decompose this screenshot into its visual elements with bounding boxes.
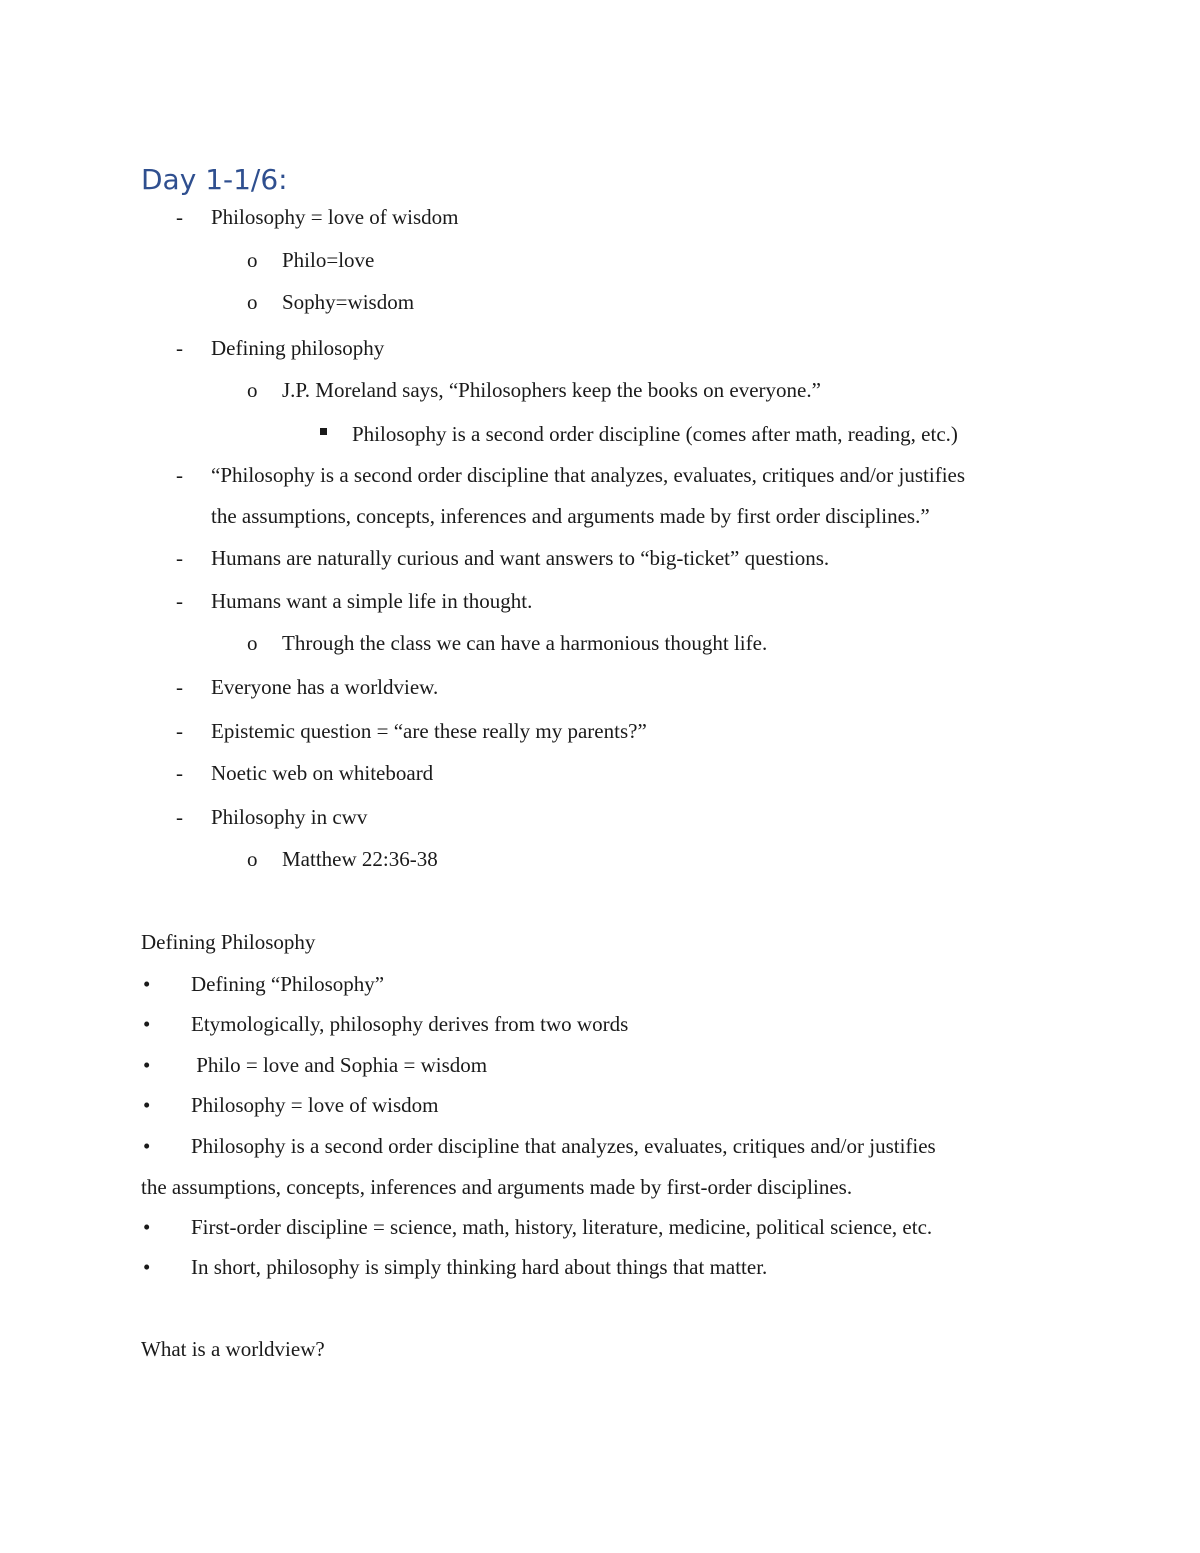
dash-marker: - bbox=[176, 675, 183, 699]
outline-item: Philosophy = love of wisdom bbox=[211, 205, 459, 229]
bullet-item: Philo = love and Sophia = wisdom bbox=[191, 1053, 488, 1077]
bullet-marker: • bbox=[143, 1215, 151, 1239]
section-title: What is a worldview? bbox=[141, 1337, 325, 1361]
outline-subitem: Philo=love bbox=[282, 248, 375, 272]
outline-item: Humans want a simple life in thought. bbox=[211, 589, 533, 613]
outline-subitem: Sophy=wisdom bbox=[282, 290, 415, 314]
bullet-marker: • bbox=[143, 1053, 151, 1077]
outline-item-continuation: the assumptions, concepts, inferences and arguments made by first order disciplines.” bbox=[211, 504, 930, 528]
circle-marker: o bbox=[247, 378, 258, 402]
dash-marker: - bbox=[176, 546, 183, 570]
bullet-marker: • bbox=[143, 1012, 151, 1036]
outline-subsubitem: Philosophy is a second order discipline (comes after math, reading, etc.) bbox=[352, 422, 958, 446]
bullet-item-continuation: the assumptions, concepts, inferences and arguments made by first-order disciplines. bbox=[141, 1175, 853, 1199]
outline-item: Epistemic question = “are these really my parents?” bbox=[211, 719, 647, 743]
dash-marker: - bbox=[176, 463, 183, 487]
outline-subitem: J.P. Moreland says, “Philosophers keep the books on everyone.” bbox=[282, 378, 821, 402]
square-bullet-icon bbox=[320, 428, 327, 435]
bullet-marker: • bbox=[143, 1134, 151, 1158]
circle-marker: o bbox=[247, 631, 258, 655]
dash-marker: - bbox=[176, 205, 183, 229]
bullet-item: Philosophy = love of wisdom bbox=[191, 1093, 439, 1117]
outline-subitem: Through the class we can have a harmonious thought life. bbox=[282, 631, 768, 655]
outline-item: Noetic web on whiteboard bbox=[211, 761, 434, 785]
bullet-item: Etymologically, philosophy derives from two words bbox=[191, 1012, 629, 1036]
outline-item: Humans are naturally curious and want answers to “big-ticket” questions. bbox=[211, 546, 830, 570]
dash-marker: - bbox=[176, 761, 183, 785]
page-title: Day 1-1/6: bbox=[141, 163, 288, 196]
bullet-item: Philosophy is a second order discipline that analyzes, evaluates, critiques and/or justifies bbox=[191, 1134, 936, 1158]
bullet-marker: • bbox=[143, 1093, 151, 1117]
bullet-item: First-order discipline = science, math, history, literature, medicine, political science, etc. bbox=[191, 1215, 933, 1239]
circle-marker: o bbox=[247, 290, 258, 314]
bullet-marker: • bbox=[143, 972, 151, 996]
section-title: Defining Philosophy bbox=[141, 930, 316, 954]
outline-item: Philosophy in cwv bbox=[211, 805, 368, 829]
circle-marker: o bbox=[247, 248, 258, 272]
circle-marker: o bbox=[247, 847, 258, 871]
dash-marker: - bbox=[176, 336, 183, 360]
bullet-marker: • bbox=[143, 1255, 151, 1279]
outline-subitem: Matthew 22:36-38 bbox=[282, 847, 438, 871]
dash-marker: - bbox=[176, 719, 183, 743]
bullet-item: Defining “Philosophy” bbox=[191, 972, 385, 996]
outline-item: Everyone has a worldview. bbox=[211, 675, 439, 699]
outline-item: “Philosophy is a second order discipline that analyzes, evaluates, critiques and/or justifies bbox=[211, 463, 966, 487]
dash-marker: - bbox=[176, 589, 183, 613]
outline-item: Defining philosophy bbox=[211, 336, 385, 360]
dash-marker: - bbox=[176, 805, 183, 829]
bullet-item: In short, philosophy is simply thinking hard about things that matter. bbox=[191, 1255, 768, 1279]
